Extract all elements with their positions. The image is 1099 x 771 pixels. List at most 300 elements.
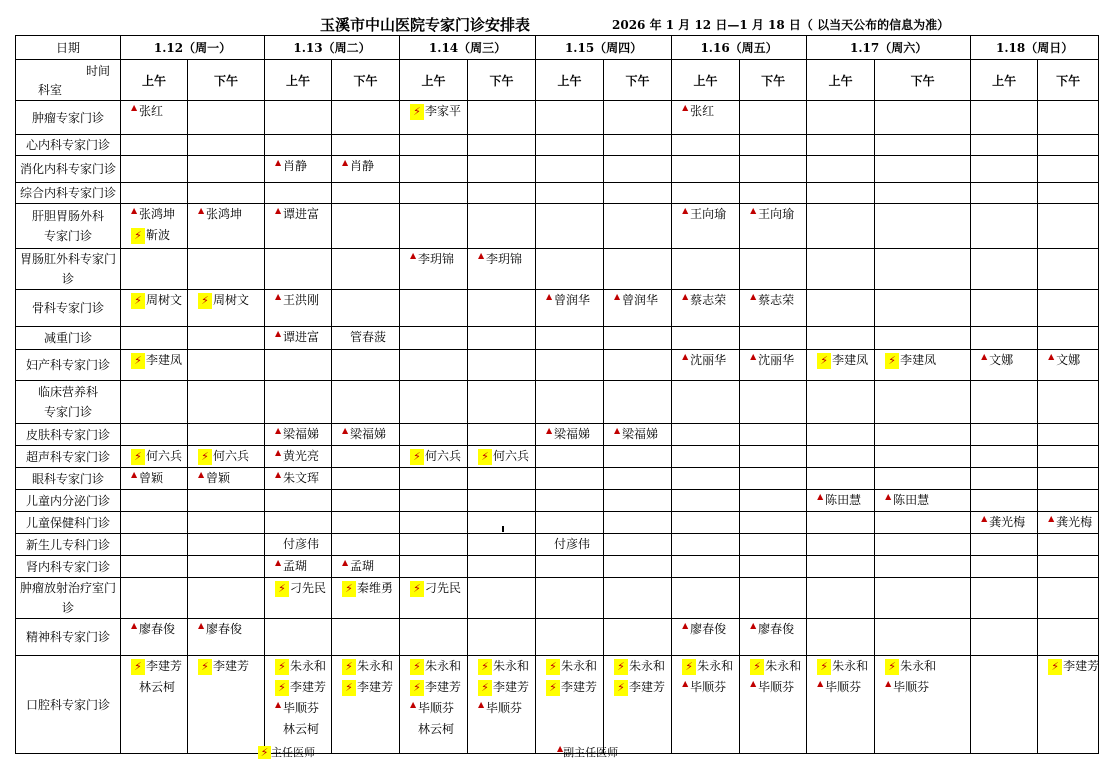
table-row <box>16 424 1099 446</box>
am-slot-cell <box>536 556 604 578</box>
am-slot-cell <box>265 135 332 156</box>
am-slot-cell <box>807 534 875 556</box>
vice-chief-physician-icon: ▲ <box>750 621 757 630</box>
doctor-entry <box>410 578 467 599</box>
am-slot-cell <box>807 619 875 656</box>
am-slot-cell <box>536 446 604 468</box>
am-slot-cell <box>672 424 740 446</box>
am-slot-cell <box>672 556 740 578</box>
pm-slot-cell <box>604 249 672 290</box>
chief-physician-icon: ⚡ <box>342 680 356 696</box>
doctor-name: 张红 <box>690 104 715 118</box>
dept-label-line: 精神科专家门诊 <box>25 630 110 644</box>
chief-physician-icon: ⚡ <box>410 104 424 120</box>
vice-chief-physician-icon: ▲ <box>478 700 485 709</box>
doctor-entry <box>682 290 739 311</box>
doctor-entry <box>131 350 187 371</box>
am-slot-cell <box>400 578 468 619</box>
doctor-name: 何六兵 <box>146 449 183 463</box>
am-slot-cell <box>265 183 332 204</box>
pm-slot-cell <box>332 249 400 290</box>
am-slot-cell <box>807 204 875 249</box>
table-row <box>16 327 1099 350</box>
doctor-entry <box>682 619 739 640</box>
doctor-entry <box>817 677 874 698</box>
am-slot-cell <box>807 578 875 619</box>
pm-slot-cell <box>740 619 807 656</box>
am-slot-cell <box>672 468 740 490</box>
pm-slot-cell <box>740 512 807 534</box>
am-slot-cell <box>672 534 740 556</box>
pm-slot-cell <box>740 156 807 183</box>
doctor-name: 曾颖 <box>206 471 231 485</box>
doctor-name: 陈田慧 <box>893 493 930 507</box>
am-slot-cell <box>672 512 740 534</box>
vice-chief-physician-icon: ▲ <box>131 621 138 630</box>
doctor-name: 毕顺芬 <box>825 680 862 694</box>
pm-slot-cell <box>332 468 400 490</box>
table-row <box>16 534 1099 556</box>
dept-label-line: 综合内科专家门诊 <box>19 186 116 200</box>
doctor-name: 林云柯 <box>139 680 176 694</box>
pm-slot-cell <box>332 290 400 327</box>
am-slot-cell <box>121 556 188 578</box>
doctor-entry <box>275 677 331 698</box>
dept-label-line: 心内科专家门诊 <box>25 138 110 152</box>
pm-slot-cell <box>188 249 265 290</box>
vice-chief-physician-icon: ▲ <box>885 492 892 501</box>
am-slot-cell <box>971 424 1038 446</box>
pm-slot-cell <box>875 249 971 290</box>
dept-cell <box>16 350 121 381</box>
chief-physician-icon: ⚡ <box>342 581 356 597</box>
am-slot-cell <box>971 204 1038 249</box>
am-slot-cell <box>536 350 604 381</box>
table-row <box>16 578 1099 619</box>
doctor-entry <box>410 656 467 677</box>
dept-cell <box>16 578 121 619</box>
dept-label-line: 消化内科专家门诊 <box>19 162 116 176</box>
doctor-entry <box>682 204 739 225</box>
doctor-name: 孟瑚 <box>350 559 375 573</box>
am-slot-cell <box>536 534 604 556</box>
doctor-name: 何六兵 <box>213 449 250 463</box>
doctor-name: 靳波 <box>146 228 171 242</box>
doctor-entry <box>885 350 970 371</box>
doctor-name: 秦维勇 <box>357 581 394 595</box>
vice-chief-physician-icon: ▲ <box>198 621 205 630</box>
pm-slot-cell <box>468 556 536 578</box>
chief-physician-icon: ⚡ <box>275 581 289 597</box>
am-slot-cell <box>971 468 1038 490</box>
pm-slot-cell <box>332 156 400 183</box>
am-slot-cell <box>400 327 468 350</box>
doctor-entry <box>275 424 331 445</box>
pm-slot-cell <box>875 381 971 424</box>
chief-physician-icon: ⚡ <box>258 746 271 759</box>
doctor-entry <box>478 249 535 270</box>
doctor-name: 李建芳 <box>213 659 250 673</box>
chief-physician-icon: ⚡ <box>478 449 492 465</box>
pm-slot-cell <box>188 468 265 490</box>
date-header-row <box>16 36 1099 60</box>
pm-slot-cell <box>740 204 807 249</box>
doctor-name: 李建芳 <box>146 659 183 673</box>
doctor-name: 毕顺芬 <box>418 701 455 715</box>
doctor-name: 李家平 <box>425 104 462 118</box>
am-slot-cell <box>400 350 468 381</box>
chief-physician-icon: ⚡ <box>546 680 560 696</box>
pm-slot-cell <box>604 619 672 656</box>
doctor-name: 张鸿坤 <box>139 207 176 221</box>
table-row <box>16 249 1099 290</box>
am-header: 上午 <box>807 60 875 101</box>
pm-slot-cell <box>740 656 807 754</box>
legend-chief-label: 主任医师 <box>271 746 315 759</box>
doctor-name: 廖春俊 <box>139 622 176 636</box>
doctor-entry <box>817 490 874 511</box>
pm-slot-cell <box>332 101 400 135</box>
vice-chief-physician-icon: ▲ <box>981 352 988 361</box>
doctor-name: 李建芳 <box>629 680 666 694</box>
day-header: 1.14（周三） <box>400 36 536 60</box>
pm-slot-cell <box>1038 290 1099 327</box>
am-slot-cell <box>536 135 604 156</box>
am-slot-cell <box>971 135 1038 156</box>
pm-slot-cell <box>1038 619 1099 656</box>
am-slot-cell <box>121 204 188 249</box>
doctor-entry <box>478 698 535 719</box>
day-header: 1.15（周四） <box>536 36 672 60</box>
am-slot-cell <box>400 534 468 556</box>
table-row <box>16 556 1099 578</box>
chief-physician-icon: ⚡ <box>198 659 212 675</box>
dept-cell <box>16 135 121 156</box>
doctor-name: 廖春俊 <box>758 622 795 636</box>
pm-slot-cell <box>332 556 400 578</box>
schedule-body <box>16 36 1099 754</box>
doctor-name: 孟瑚 <box>283 559 308 573</box>
am-slot-cell <box>536 381 604 424</box>
doctor-entry <box>750 619 806 640</box>
am-slot-cell <box>121 350 188 381</box>
vice-chief-physician-icon: ▲ <box>275 206 282 215</box>
pm-slot-cell <box>604 578 672 619</box>
pm-slot-cell <box>188 512 265 534</box>
doctor-entry <box>198 656 264 677</box>
am-slot-cell <box>121 156 188 183</box>
am-slot-cell <box>400 249 468 290</box>
doctor-name: 陈田慧 <box>825 493 862 507</box>
pm-slot-cell <box>188 424 265 446</box>
chief-physician-icon: ⚡ <box>131 449 145 465</box>
doctor-name: 朱永和 <box>765 659 802 673</box>
pm-slot-cell <box>188 327 265 350</box>
am-slot-cell <box>672 490 740 512</box>
doctor-name: 毕顺芬 <box>893 680 930 694</box>
doctor-name: 朱永和 <box>493 659 530 673</box>
am-slot-cell <box>672 578 740 619</box>
doctor-name: 朱永和 <box>900 659 937 673</box>
vice-chief-physician-icon: ▲ <box>682 292 689 301</box>
pm-slot-cell <box>604 350 672 381</box>
doctor-entry <box>478 446 535 467</box>
pm-slot-cell <box>1038 101 1099 135</box>
am-slot-cell <box>536 490 604 512</box>
day-header: 1.12（周一） <box>121 36 265 60</box>
pm-slot-cell <box>468 156 536 183</box>
pm-slot-cell <box>188 135 265 156</box>
doctor-entry <box>131 656 187 677</box>
am-slot-cell <box>265 446 332 468</box>
pm-slot-cell <box>740 534 807 556</box>
date-header-label: 日期 <box>16 36 121 60</box>
dept-cell <box>16 204 121 249</box>
doctor-entry <box>885 490 970 511</box>
vice-chief-physician-icon: ▲ <box>410 700 417 709</box>
dept-label-line: 胃肠肛外科专家门 <box>19 252 116 266</box>
doctor-entry <box>275 578 331 599</box>
dept-cell <box>16 534 121 556</box>
pm-slot-cell <box>188 156 265 183</box>
pm-slot-cell <box>875 424 971 446</box>
chief-physician-icon: ⚡ <box>342 659 356 675</box>
doctor-entry <box>750 350 806 371</box>
doctor-name: 龚光梅 <box>1056 515 1093 529</box>
vice-chief-physician-icon: ▲ <box>342 558 349 567</box>
pm-slot-cell <box>332 327 400 350</box>
pm-slot-cell <box>188 619 265 656</box>
doctor-entry <box>614 656 671 677</box>
am-slot-cell <box>265 156 332 183</box>
pm-slot-cell <box>332 204 400 249</box>
doctor-entry <box>1048 512 1098 533</box>
doctor-entry <box>546 534 603 555</box>
doctor-entry <box>750 677 806 698</box>
doctor-name: 朱永和 <box>697 659 734 673</box>
chief-physician-icon: ⚡ <box>817 353 831 369</box>
vice-chief-physician-icon: ▲ <box>750 679 757 688</box>
pm-slot-cell <box>875 183 971 204</box>
doctor-entry <box>885 656 970 677</box>
pm-slot-cell <box>188 490 265 512</box>
dept-cell <box>16 327 121 350</box>
doctor-entry <box>546 677 603 698</box>
pm-slot-cell <box>1038 468 1099 490</box>
chief-physician-icon: ⚡ <box>131 293 145 309</box>
pm-slot-cell <box>875 556 971 578</box>
vice-chief-physician-icon: ▲ <box>546 292 553 301</box>
pm-slot-cell <box>604 156 672 183</box>
vice-chief-physician-icon: ▲ <box>131 206 138 215</box>
schedule-table <box>15 35 1099 754</box>
pm-slot-cell <box>604 512 672 534</box>
vice-chief-physician-icon: ▲ <box>682 103 689 112</box>
dept-cell <box>16 619 121 656</box>
doctor-name: 林云柯 <box>283 722 320 736</box>
am-header: 上午 <box>672 60 740 101</box>
pm-slot-cell <box>468 135 536 156</box>
doctor-entry <box>131 446 187 467</box>
pm-slot-cell <box>188 381 265 424</box>
vice-chief-physician-icon: ▲ <box>275 700 282 709</box>
pm-slot-cell <box>875 534 971 556</box>
am-slot-cell <box>536 156 604 183</box>
doctor-entry <box>682 677 739 698</box>
am-slot-cell <box>400 183 468 204</box>
am-slot-cell <box>121 578 188 619</box>
am-slot-cell <box>971 656 1038 754</box>
dept-cell <box>16 656 121 754</box>
dept-label-line: 骨科专家门诊 <box>31 301 104 315</box>
table-row <box>16 101 1099 135</box>
vice-chief-physician-icon: ▲ <box>131 103 138 112</box>
doctor-name: 林云柯 <box>418 722 455 736</box>
pm-slot-cell <box>1038 534 1099 556</box>
dept-label-line: 眼科专家门诊 <box>31 471 104 486</box>
pm-slot-cell <box>332 490 400 512</box>
vice-chief-physician-icon: ▲ <box>275 158 282 167</box>
vice-chief-physician-icon: ▲ <box>478 251 485 260</box>
doctor-entry <box>131 290 187 311</box>
doctor-entry <box>682 101 739 122</box>
pm-slot-cell <box>468 534 536 556</box>
chief-physician-icon: ⚡ <box>275 680 289 696</box>
doctor-name: 李建芳 <box>357 680 394 694</box>
am-slot-cell <box>536 327 604 350</box>
doctor-name: 蔡志荣 <box>758 293 795 307</box>
day-header: 1.13（周二） <box>265 36 400 60</box>
am-slot-cell <box>536 512 604 534</box>
doctor-entry <box>410 249 467 270</box>
time-header-label: 时间 <box>85 64 110 78</box>
pm-slot-cell <box>188 183 265 204</box>
doctor-entry <box>275 534 331 555</box>
am-slot-cell <box>121 249 188 290</box>
pm-slot-cell <box>875 512 971 534</box>
table-row <box>16 156 1099 183</box>
am-slot-cell <box>265 556 332 578</box>
pm-slot-cell <box>188 578 265 619</box>
pm-slot-cell <box>875 619 971 656</box>
pm-slot-cell <box>468 183 536 204</box>
pm-slot-cell <box>1038 204 1099 249</box>
doctor-name: 朱文珲 <box>283 471 320 485</box>
am-slot-cell <box>265 619 332 656</box>
pm-header: 下午 <box>875 60 971 101</box>
doctor-name: 朱永和 <box>357 659 394 673</box>
chief-physician-icon: ⚡ <box>131 659 145 675</box>
am-slot-cell <box>265 490 332 512</box>
pm-slot-cell <box>468 350 536 381</box>
doctor-name: 李建芳 <box>425 680 462 694</box>
day-header: 1.18（周日） <box>971 36 1099 60</box>
vice-chief-physician-icon: ▲ <box>546 426 553 435</box>
am-slot-cell <box>672 327 740 350</box>
vice-chief-physician-icon: ▲ <box>682 621 689 630</box>
chief-physician-icon: ⚡ <box>885 659 899 675</box>
doctor-name: 廖春俊 <box>690 622 727 636</box>
legend-chief <box>258 744 315 760</box>
doctor-name: 李玥锦 <box>486 252 523 266</box>
am-slot-cell <box>121 424 188 446</box>
pm-slot-cell <box>332 446 400 468</box>
table-row <box>16 204 1099 249</box>
am-slot-cell <box>121 619 188 656</box>
vice-chief-physician-icon: ▲ <box>275 292 282 301</box>
dept-cell <box>16 446 121 468</box>
am-slot-cell <box>807 183 875 204</box>
am-slot-cell <box>807 135 875 156</box>
doctor-entry <box>131 468 187 489</box>
am-slot-cell <box>265 512 332 534</box>
dept-label-line: 肿瘤专家门诊 <box>31 110 104 125</box>
doctor-entry <box>1048 350 1098 371</box>
am-slot-cell <box>971 619 1038 656</box>
table-row <box>16 619 1099 656</box>
doctor-entry <box>546 290 603 311</box>
pm-slot-cell <box>188 204 265 249</box>
chief-physician-icon: ⚡ <box>682 659 696 675</box>
pm-slot-cell <box>875 156 971 183</box>
vice-chief-physician-icon: ▲ <box>1048 352 1055 361</box>
doctor-entry <box>682 656 739 677</box>
pm-slot-cell <box>188 290 265 327</box>
am-slot-cell <box>121 183 188 204</box>
chief-physician-icon: ⚡ <box>198 293 212 309</box>
dept-cell <box>16 249 121 290</box>
pm-slot-cell <box>332 512 400 534</box>
pm-header: 下午 <box>188 60 265 101</box>
am-slot-cell <box>971 512 1038 534</box>
pm-slot-cell <box>740 290 807 327</box>
dept-label-line: 肿瘤放射治疗室门 <box>19 581 116 595</box>
dept-cell <box>16 156 121 183</box>
doctor-entry <box>131 677 187 698</box>
pm-slot-cell <box>875 468 971 490</box>
doctor-entry <box>198 204 264 225</box>
table-row <box>16 381 1099 424</box>
doctor-entry <box>198 446 264 467</box>
vice-chief-physician-icon: ▲ <box>198 206 205 215</box>
doctor-entry <box>478 677 535 698</box>
am-slot-cell <box>121 468 188 490</box>
am-slot-cell <box>265 290 332 327</box>
dept-label-line: 肾内科专家门诊 <box>25 559 110 574</box>
pm-slot-cell <box>1038 424 1099 446</box>
am-slot-cell <box>400 156 468 183</box>
doctor-name: 谭进富 <box>283 207 320 221</box>
am-slot-cell <box>672 204 740 249</box>
am-slot-cell <box>536 183 604 204</box>
doctor-name: 张鸿坤 <box>206 207 243 221</box>
am-slot-cell <box>807 490 875 512</box>
vice-chief-physician-icon: ▲ <box>275 426 282 435</box>
table-row <box>16 446 1099 468</box>
am-slot-cell <box>121 101 188 135</box>
pm-slot-cell <box>875 578 971 619</box>
dept-cell <box>16 512 121 534</box>
am-slot-cell <box>265 249 332 290</box>
doctor-entry <box>275 556 331 577</box>
vice-chief-physician-icon: ▲ <box>342 158 349 167</box>
pm-slot-cell <box>1038 249 1099 290</box>
doctor-entry <box>198 619 264 640</box>
vice-chief-physician-icon: ▲ <box>981 514 988 523</box>
doctor-name: 梁福娣 <box>283 427 320 441</box>
dept-cell <box>16 183 121 204</box>
pm-slot-cell <box>740 424 807 446</box>
